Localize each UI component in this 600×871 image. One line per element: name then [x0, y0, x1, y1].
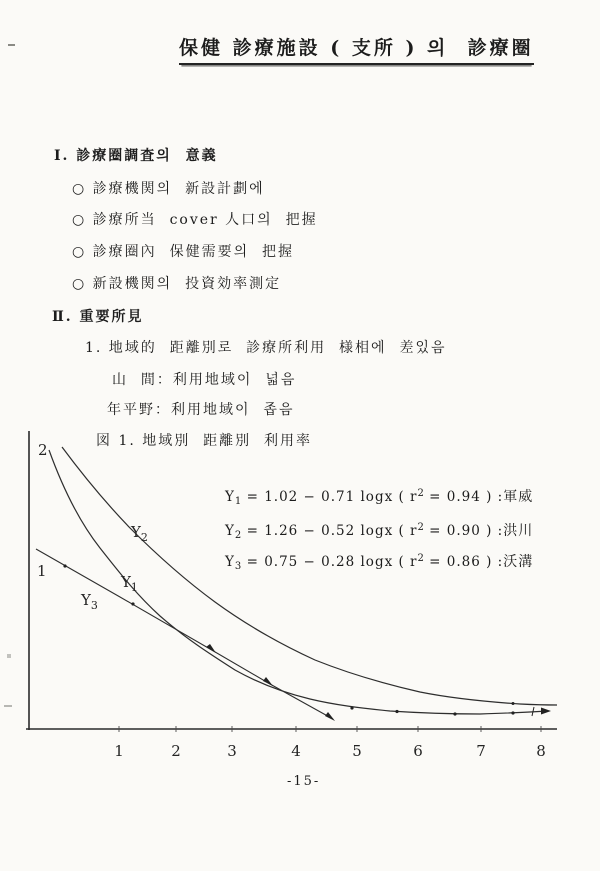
y-tick-label: 1	[37, 562, 47, 580]
equation-body: = 1.26 − 0.52 logx ( r	[241, 523, 418, 539]
x-tick-label: 1	[114, 742, 124, 760]
equation-variable: Y	[225, 554, 235, 570]
equation-variable: Y	[225, 489, 235, 505]
y-tick-label: 2	[38, 441, 48, 459]
bullet-item: ○ 診療所当 cover 人口의 把握	[72, 212, 318, 228]
equation-body: = 1.02 − 0.71 logx ( r	[241, 489, 418, 505]
equation-body: = 0.75 − 0.28 logx ( r	[241, 554, 418, 570]
equation-region: 洪川	[503, 523, 534, 539]
scan-speck	[8, 44, 15, 46]
equation-body: = 0.94 ) :	[423, 489, 504, 505]
equation-superscript: 2	[417, 522, 424, 533]
equation-superscript: 2	[417, 488, 424, 499]
section-2-item-1: 1. 地域的 距離別로 診療所利用 様相에 差있음	[85, 340, 447, 356]
equation-variable: Y	[225, 523, 235, 539]
curve-label-y2: $Y_2$	[131, 523, 148, 544]
x-tick-label: 7	[476, 742, 486, 760]
equation-superscript: 2	[417, 553, 424, 564]
section-2-heading: Ⅱ. 重要所見	[52, 309, 144, 325]
bullet-item: ○ 診療機関의 新設計劃에	[72, 181, 265, 197]
x-tick-label: 3	[227, 742, 237, 760]
equation-body: = 0.90 ) :	[423, 523, 504, 539]
equation-y2	[225, 520, 533, 541]
curve-y3	[36, 549, 333, 719]
x-tick-label: 6	[413, 742, 423, 760]
curve-label-y3: $Y_3$	[81, 591, 98, 612]
x-tick-labels	[114, 742, 546, 760]
x-tick-label: 2	[171, 742, 181, 760]
bullet-item: ○ 診療圈內 保健需要의 把握	[72, 244, 294, 260]
section-1-heading: Ⅰ. 診療圈調査의 意義	[54, 148, 218, 164]
equation-region: 軍威	[503, 489, 534, 505]
equation-subscript: 2	[234, 530, 242, 541]
equation-subscript: 1	[234, 496, 242, 507]
equation-subscript: 3	[234, 561, 242, 572]
equation-y3	[225, 551, 533, 572]
scan-speck	[7, 654, 11, 658]
section-2-item-1-sub-2: 年平野：利用地域이 좁음	[107, 402, 295, 418]
bullet-item: ○ 新設機関의 投資効率測定	[72, 276, 282, 292]
x-tick-label: 5	[352, 742, 362, 760]
page-number: -15-	[287, 774, 321, 789]
x-tick-label: 4	[291, 742, 301, 760]
page-title: 保健 診療施設 ( 支所 ) 의 診療圈	[179, 33, 534, 65]
x-tick-marks	[119, 726, 541, 732]
curve-point-markers	[63, 564, 551, 721]
equation-region: 沃溝	[503, 554, 534, 570]
x-tick-label: 8	[536, 742, 546, 760]
scan-speck	[4, 705, 12, 707]
equation-y1	[225, 486, 533, 507]
curve-label-y1: $Y_1$	[121, 573, 138, 594]
figure-caption: 図 1. 地域別 距離別 利用率	[96, 433, 313, 449]
equation-body: = 0.86 ) :	[423, 554, 504, 570]
section-2-item-1-sub-1: 山 間：利用地域이 넓음	[112, 372, 297, 388]
